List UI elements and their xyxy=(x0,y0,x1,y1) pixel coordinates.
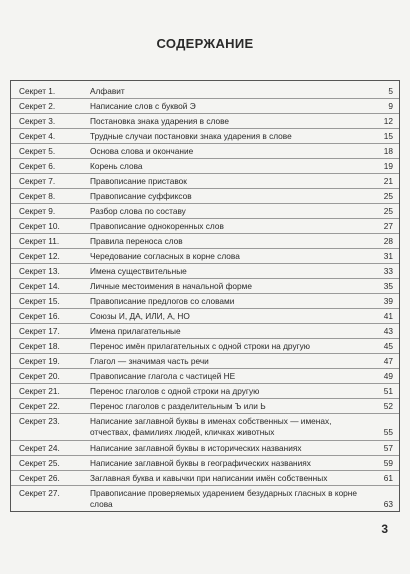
entry-page: 45 xyxy=(383,341,393,351)
entry-title: Корень слова xyxy=(90,161,143,171)
entry-title: Имена прилагательные xyxy=(90,326,181,336)
toc-entry xyxy=(11,368,399,383)
entry-title: Чередование согласных в корне слова xyxy=(90,251,240,261)
toc-entry xyxy=(11,263,399,278)
toc-entry xyxy=(11,218,399,233)
toc-entry xyxy=(11,308,399,323)
entry-label: Секрет 7. xyxy=(19,176,56,186)
entry-label: Секрет 23. xyxy=(19,416,60,426)
entry-page: 61 xyxy=(383,473,393,483)
entry-title: Алфавит xyxy=(90,86,125,96)
entry-title: Перенос глаголов с одной строки на другую xyxy=(90,386,260,396)
entry-title: Написание заглавной буквы в исторических названиях xyxy=(90,443,302,453)
entry-page: 31 xyxy=(383,251,393,261)
toc-entry xyxy=(11,113,399,128)
entry-title: Перенос глаголов с разделительным Ъ или Ь xyxy=(90,401,266,411)
entry-page: 51 xyxy=(383,386,393,396)
entry-label: Секрет 14. xyxy=(19,281,60,291)
entry-page: 19 xyxy=(383,161,393,171)
entry-label: Секрет 15. xyxy=(19,296,60,306)
entry-label: Секрет 17. xyxy=(19,326,60,336)
entry-page: 55 xyxy=(383,427,393,437)
entry-page: 63 xyxy=(383,499,393,509)
entry-page: 18 xyxy=(383,146,393,156)
entry-label: Секрет 20. xyxy=(19,371,60,381)
entry-label: Секрет 18. xyxy=(19,341,60,351)
entry-label: Секрет 9. xyxy=(19,206,56,216)
toc-entry xyxy=(11,173,399,188)
entry-page: 35 xyxy=(383,281,393,291)
entry-page: 21 xyxy=(383,176,393,186)
entry-page: 27 xyxy=(383,221,393,231)
entry-title: Трудные случаи постановки знака ударения в слове xyxy=(90,131,292,141)
contents-heading: СОДЕРЖАНИЕ xyxy=(156,36,254,51)
entry-title: Имена существительные xyxy=(90,266,187,276)
entry-title: Написание заглавной буквы в именах собственных — именах, отчествах, фамилиях людей, кличках животных xyxy=(90,416,332,437)
entry-title: Перенос имён прилагательных с одной строки на другую xyxy=(90,341,310,351)
entry-label: Секрет 25. xyxy=(19,458,60,468)
entry-page: 57 xyxy=(383,443,393,453)
toc-entry xyxy=(11,455,399,470)
entry-title: Правописание проверяемых ударением безударных гласных в корне слова xyxy=(90,488,357,509)
entry-title: Постановка знака ударения в слове xyxy=(90,116,230,126)
entry-page: 25 xyxy=(383,191,393,201)
entry-title: Правописание приставок xyxy=(90,176,187,186)
entry-title: Основа слова и окончание xyxy=(90,146,194,156)
entry-label: Секрет 1. xyxy=(19,86,56,96)
entry-page: 49 xyxy=(383,371,393,381)
entry-title: Написание заглавной буквы в географических названиях xyxy=(90,458,311,468)
toc-entry xyxy=(11,485,399,512)
entry-title: Правописание суффиксов xyxy=(90,191,192,201)
entry-title: Личные местоимения в начальной форме xyxy=(90,281,252,291)
entry-label: Секрет 21. xyxy=(19,386,60,396)
entry-label: Секрет 10. xyxy=(19,221,60,231)
toc-entry xyxy=(11,203,399,218)
entry-title: Заглавная буква и кавычки при написании имён собственных xyxy=(90,473,328,483)
entry-label: Секрет 3. xyxy=(19,116,56,126)
entry-title: Правила переноса слов xyxy=(90,236,183,246)
toc-entry xyxy=(11,158,399,173)
toc-entry xyxy=(11,278,399,293)
toc-entry xyxy=(11,470,399,485)
entry-title: Правописание однокоренных слов xyxy=(90,221,224,231)
entry-page: 25 xyxy=(383,206,393,216)
entry-page: 9 xyxy=(388,101,393,111)
toc-entry xyxy=(11,233,399,248)
entry-page: 59 xyxy=(383,458,393,468)
toc-entry xyxy=(11,413,399,441)
entry-title: Правописание предлогов со словами xyxy=(90,296,235,306)
entry-label: Секрет 19. xyxy=(19,356,60,366)
entry-page: 5 xyxy=(388,86,393,96)
entry-title: Правописание глагола с частицей НЕ xyxy=(90,371,236,381)
toc-entry xyxy=(11,353,399,368)
entry-page: 39 xyxy=(383,296,393,306)
entry-label: Секрет 8. xyxy=(19,191,56,201)
toc-entry xyxy=(11,383,399,398)
entry-label: Секрет 27. xyxy=(19,488,60,498)
entry-page: 12 xyxy=(383,116,393,126)
entry-page: 43 xyxy=(383,326,393,336)
entry-label: Секрет 12. xyxy=(19,251,60,261)
entry-label: Секрет 2. xyxy=(19,101,56,111)
entry-label: Секрет 5. xyxy=(19,146,56,156)
entry-label: Секрет 26. xyxy=(19,473,60,483)
entry-label: Секрет 4. xyxy=(19,131,56,141)
toc-entry xyxy=(11,323,399,338)
entry-page: 15 xyxy=(383,131,393,141)
entry-label: Секрет 13. xyxy=(19,266,60,276)
entry-title: Союзы И, ДА, ИЛИ, А, НО xyxy=(90,311,190,321)
toc-entry xyxy=(11,338,399,353)
entry-page: 33 xyxy=(383,266,393,276)
entry-label: Секрет 6. xyxy=(19,161,56,171)
toc-entry xyxy=(11,98,399,113)
entry-label: Секрет 11. xyxy=(19,236,60,246)
entry-title: Написание слов с буквой Э xyxy=(90,101,196,111)
page-number: 3 xyxy=(381,522,388,536)
toc-entry xyxy=(11,398,399,413)
entry-page: 47 xyxy=(383,356,393,366)
toc-entry xyxy=(11,293,399,308)
entry-page: 52 xyxy=(383,401,393,411)
entry-label: Секрет 24. xyxy=(19,443,60,453)
entry-label: Секрет 22. xyxy=(19,401,60,411)
toc-entry xyxy=(11,143,399,158)
toc-entry xyxy=(11,128,399,143)
entry-page: 41 xyxy=(383,311,393,321)
entry-label: Секрет 16. xyxy=(19,311,60,321)
table-of-contents xyxy=(10,80,400,512)
toc-entry xyxy=(11,84,399,98)
entry-page: 28 xyxy=(383,236,393,246)
entry-title: Разбор слова по составу xyxy=(90,206,186,216)
toc-entry xyxy=(11,188,399,203)
toc-entry xyxy=(11,248,399,263)
toc-entry xyxy=(11,440,399,455)
entry-title: Глагол — значимая часть речи xyxy=(90,356,209,366)
